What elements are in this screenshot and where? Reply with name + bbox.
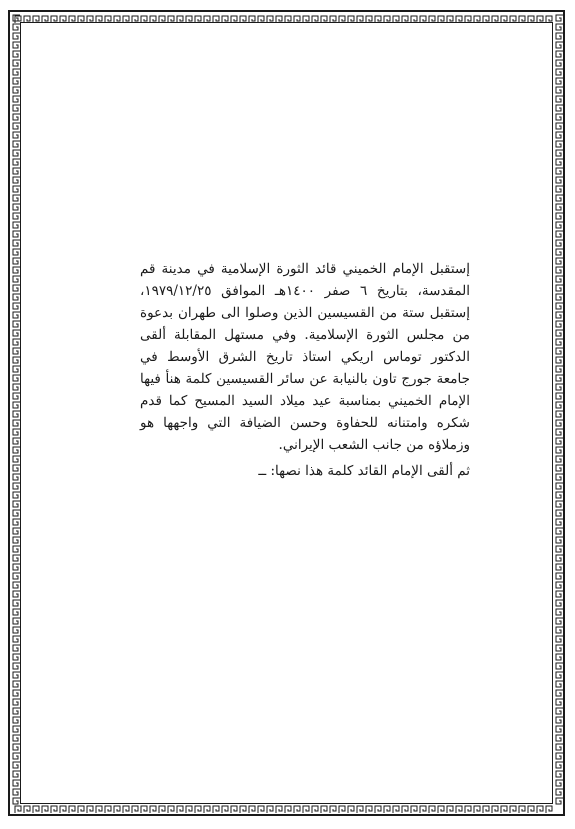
body-text [140, 258, 470, 456]
greek-key-border-bottom [14, 804, 559, 814]
main-paragraph: إستقبل الإمام الخميني قائد الثورة الإسلامية في مدينة قم المقدسة، بتاريخ ٦ صفر ١٤٠٠هـ الموافق ١٩٧٩/١٢/٢٥، إستقبل ستة من القسيسين الذين وصلوا الى طهران بدعوة من مجلس الثورة الإسلامية. وفي مستهل المقابلة ألقى الدكتور توماس اريكي استاذ تاريخ الشرق الأوسط في جامعة جورج تاون بالنيابة عن سائر القسيسين كلمة هنأ فيها الإمام الخميني بمناسبة عيد ميلاد السيد المسيح كما قدم شكره وامتنانه للحفاوة وحسن الضيافة التي واجهها هو وزملاؤه من جانب الشعب الإيراني. [140, 261, 471, 453]
greek-key-border-right [554, 14, 564, 812]
closing-line: ثم ألقى الإمام القائد كلمة هذا نصها: ــ [258, 463, 470, 479]
greek-key-border-top [14, 14, 559, 24]
greek-key-border-left [11, 14, 21, 812]
